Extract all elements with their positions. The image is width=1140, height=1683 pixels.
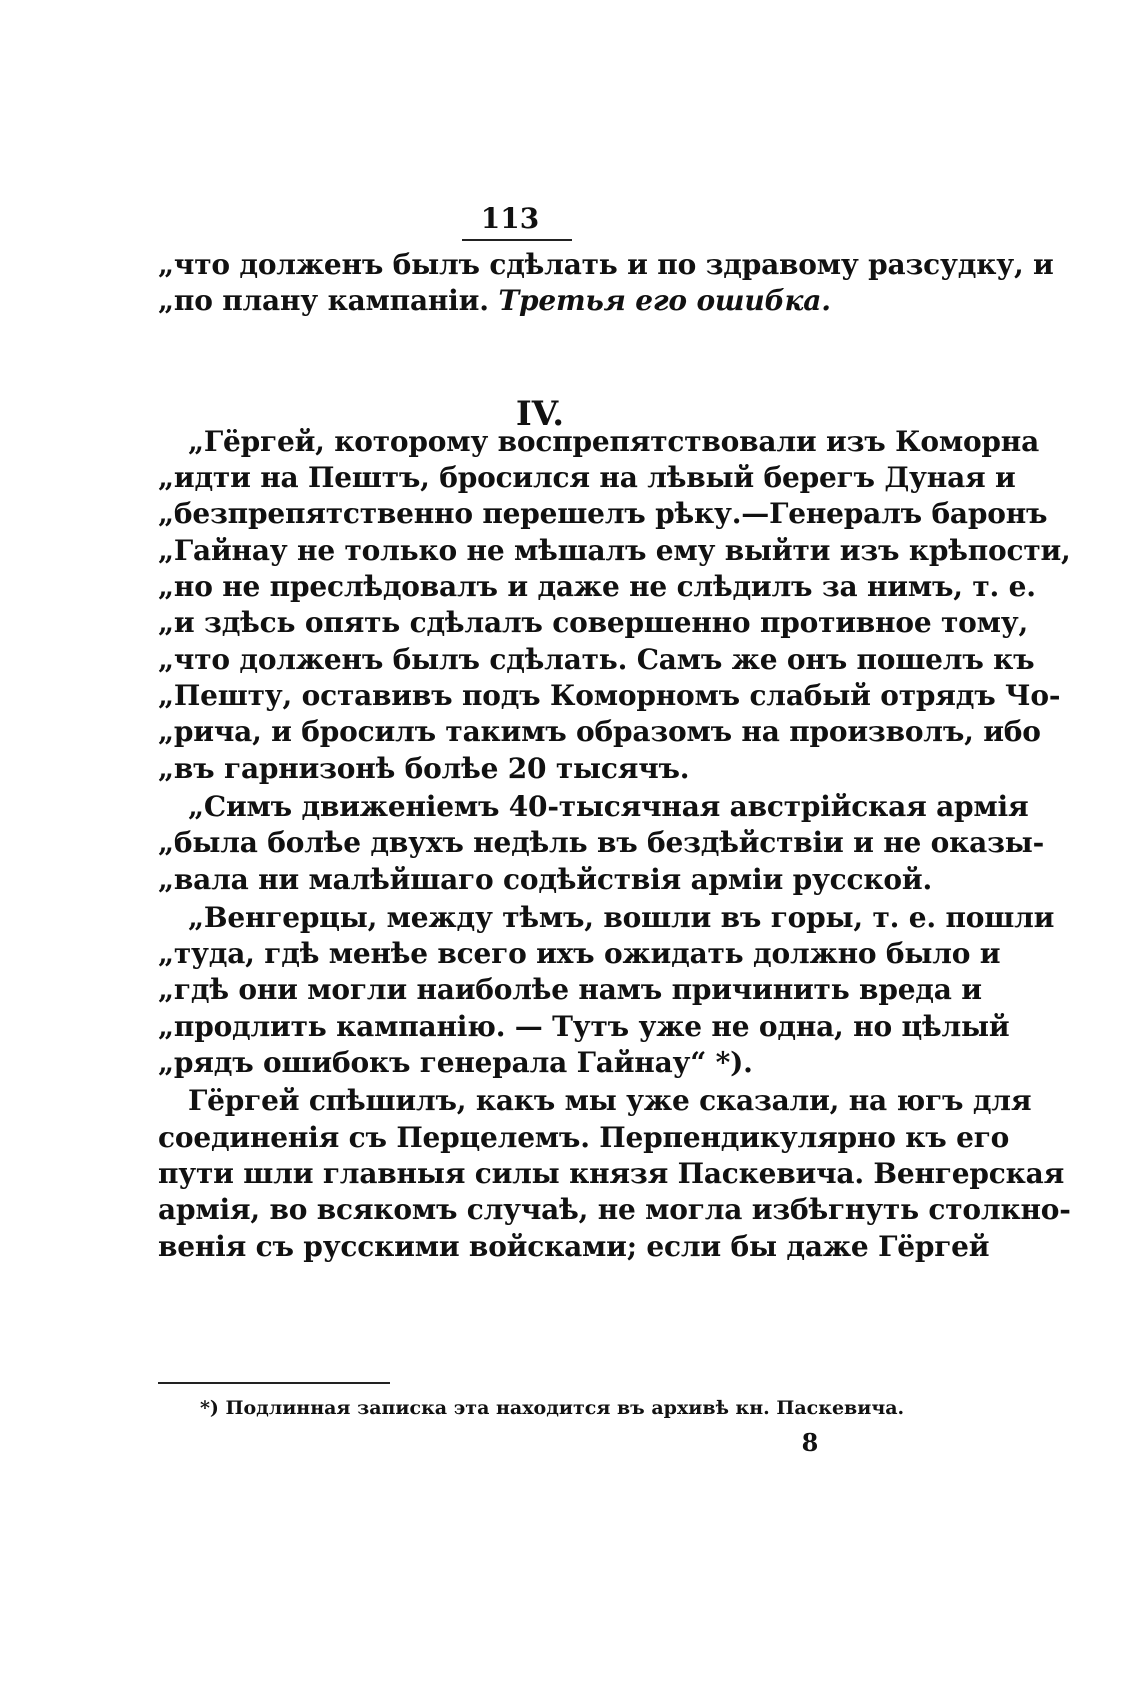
text-line: „идти на Пештъ, бросился на лѣвый берегъ Дуная и bbox=[158, 461, 1016, 494]
text-line bbox=[158, 281, 876, 321]
text-line: „рича, и бросилъ такимъ образомъ на произволъ, ибо bbox=[158, 715, 1041, 748]
text-line: „продлить кампанію. — Тутъ уже не одна, но цѣлый bbox=[158, 1010, 1010, 1043]
page-number: 113 bbox=[480, 202, 540, 235]
text-line: венія съ русскими войсками; если бы даже Гёргей bbox=[158, 1230, 990, 1263]
text-line: пути шли главныя силы князя Паскевича. Венгерская bbox=[158, 1157, 1065, 1190]
text-line: „что долженъ былъ сдѣлать. Самъ же онъ пошелъ къ bbox=[158, 643, 1035, 676]
text-line: „гдѣ они могли наиболѣе намъ причинить вреда и bbox=[158, 973, 982, 1006]
text-line: „вала ни малѣйшаго содѣйствія арміи русской. bbox=[158, 863, 932, 896]
section-heading: IV. bbox=[515, 394, 565, 434]
text-line: „туда, гдѣ менѣе всего ихъ ожидать должно было и bbox=[158, 937, 1001, 970]
text-line: „безпрепятственно перешелъ рѣку.—Генералъ баронъ bbox=[158, 497, 1048, 530]
footnote-rule bbox=[158, 1382, 390, 1384]
text-line: Гёргей спѣшилъ, какъ мы уже сказали, на югъ для bbox=[188, 1084, 1032, 1117]
text-line: „въ гарнизонѣ болѣе 20 тысячъ. bbox=[158, 752, 690, 785]
text-line: соединенія съ Перцелемъ. Перпендикулярно къ его bbox=[158, 1121, 1010, 1154]
signature-mark: 8 bbox=[801, 1428, 819, 1457]
text-line: „Венгерцы, между тѣмъ, вошли въ горы, т. е. пошли bbox=[188, 901, 1055, 934]
text-line: „что долженъ былъ сдѣлать и по здравому разсудку, и bbox=[158, 248, 1054, 281]
text-line: „рядъ ошибокъ генерала Гайнау“ *). bbox=[158, 1046, 753, 1079]
text-line: „Гайнау не только не мѣшалъ ему выйти изъ крѣпости, bbox=[158, 534, 1071, 567]
page-number-rule bbox=[462, 236, 572, 241]
text-line: армія, во всякомъ случаѣ, не могла избѣгнуть столкно- bbox=[158, 1193, 1071, 1226]
italic-phrase: Третья его ошибка. bbox=[498, 284, 831, 317]
text-line: „Симъ движеніемъ 40-тысячная австрійская армія bbox=[188, 790, 1029, 823]
footnote: *) Подлинная записка эта находится въ архивѣ кн. Паскевича. bbox=[200, 1397, 905, 1419]
text-line-start: „по плану кампаніи. bbox=[158, 284, 489, 317]
text-line: „но не преслѣдовалъ и даже не слѣдилъ за нимъ, т. е. bbox=[158, 570, 1036, 603]
text-line: „Пешту, оставивъ подъ Коморномъ слабый отрядъ Чо- bbox=[158, 679, 1061, 712]
text-line: „была болѣе двухъ недѣль въ бездѣйствіи и не оказы- bbox=[158, 826, 1045, 859]
text-line: „и здѣсь опять сдѣлалъ совершенно противное тому, bbox=[158, 606, 1029, 639]
text-line: „Гёргей, которому воспрепятствовали изъ Коморна bbox=[188, 425, 1040, 458]
